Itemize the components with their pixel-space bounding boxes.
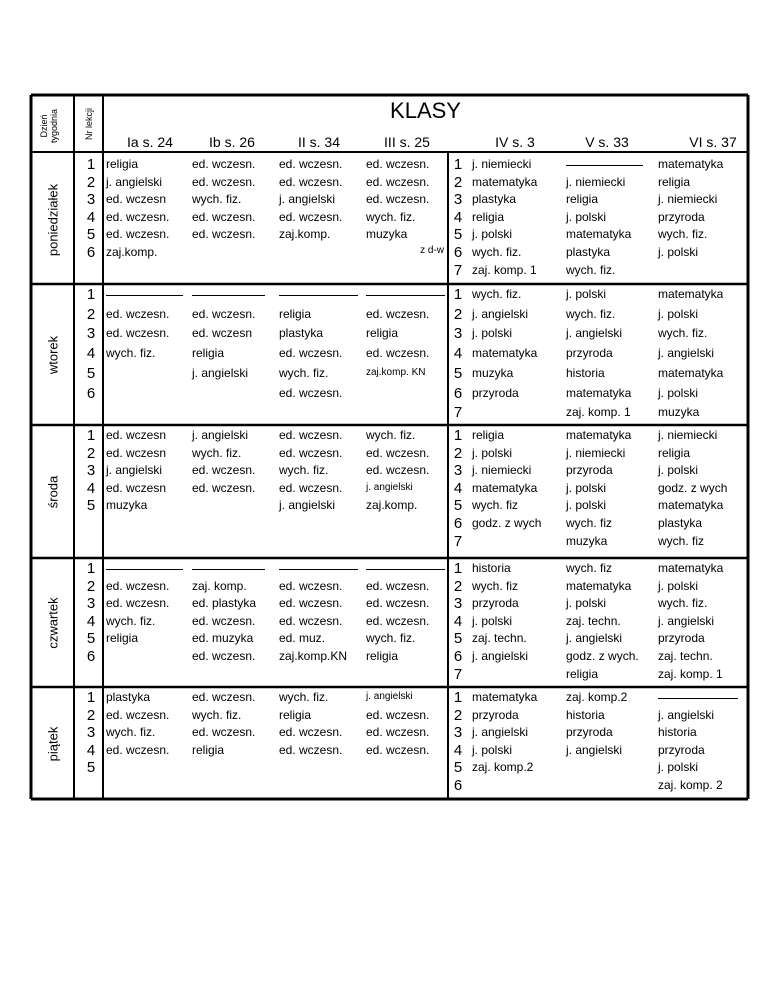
lesson-number: 2 [453, 173, 463, 191]
day-label: środa [45, 475, 61, 509]
lesson-cell: ed. wczesn. [192, 306, 256, 321]
lesson-cell: historia [566, 365, 605, 380]
lesson-cell: wych. fiz. [566, 306, 616, 321]
lesson-cell: religia [566, 192, 599, 207]
lesson-cell: muzyka [658, 405, 700, 420]
lesson-number: 5 [86, 630, 96, 648]
lesson-cell: j. angielski [658, 707, 715, 722]
lesson-cell: j. angielski [192, 428, 249, 442]
lesson-cell: wych. fiz. [658, 227, 708, 242]
lesson-cell: godz. z wych [658, 480, 728, 495]
lesson-number: 6 [453, 777, 463, 794]
lesson-cell: wych. fiz. [366, 209, 416, 224]
lesson-number: 5 [86, 497, 96, 515]
lesson-cell: wych. fiz. [192, 192, 242, 207]
lesson-cell: ed. wczesn. [366, 725, 430, 740]
day-label: wtorek [45, 335, 61, 375]
lesson-cell: j. niemiecki [658, 428, 718, 442]
lesson-number: 6 [453, 648, 463, 665]
empty-lesson-dash [279, 569, 358, 570]
lesson-number: 1 [86, 286, 96, 303]
lesson-cell: j. polski [566, 480, 607, 495]
lesson-number: 1 [86, 689, 96, 706]
lesson-cell: j. polski [472, 326, 513, 341]
lesson-cell: j. angielski [472, 725, 529, 740]
lesson-cell: zaj.komp.KN [279, 649, 348, 663]
lesson-cell: historia [658, 725, 697, 740]
lesson-cell: j. polski [566, 209, 607, 224]
lesson-cell: religia [366, 649, 399, 663]
lesson-cell: zaj.komp. [106, 245, 158, 259]
lesson-number: 2 [86, 305, 96, 323]
lesson-cell: ed. wczesn. [279, 742, 343, 757]
lesson-cell: wych. fiz. [192, 445, 242, 460]
lesson-cell: matematyka [658, 365, 724, 380]
lesson-cell: ed. wczesn. [366, 174, 430, 189]
class-header: V s. 33 [585, 134, 629, 150]
lesson-cell: j. angielski [106, 463, 163, 478]
lesson-cell: zaj. komp. 2 [658, 778, 723, 792]
lesson-cell: zaj. komp. [192, 578, 247, 593]
lesson-number: 6 [453, 515, 463, 532]
lesson-cell: plastyka [279, 326, 324, 341]
lesson-number: 1 [453, 560, 463, 577]
lesson-cell: ed. wczesn. [279, 385, 343, 400]
lesson-cell: religia [192, 742, 225, 757]
lesson-cell: ed. wczesn. [279, 209, 343, 224]
empty-lesson-dash [366, 295, 445, 296]
lesson-cell: matematyka [658, 157, 724, 171]
empty-lesson-dash [279, 295, 358, 296]
lesson-cell: ed. wczesn [106, 428, 167, 442]
lesson-cell: zaj.komp. [279, 227, 331, 242]
lesson-number: 1 [86, 156, 96, 173]
lesson-cell: wych. fiz. [279, 463, 329, 478]
lesson-cell: ed. wczesn. [106, 742, 170, 757]
lesson-cell: muzyka [106, 498, 148, 513]
lesson-cell: wych. fiz. [106, 613, 156, 628]
lesson-cell: ed. wczesn. [106, 326, 170, 341]
lesson-cell: zaj. komp. 1 [566, 405, 631, 420]
class-header: Ia s. 24 [127, 134, 173, 150]
lesson-number: 4 [453, 208, 463, 226]
empty-lesson-dash [192, 569, 265, 570]
lesson-cell: wych. fiz. [279, 365, 329, 380]
lesson-cell: religia [658, 174, 691, 189]
lesson-number: 3 [453, 191, 463, 209]
lesson-cell: przyroda [566, 463, 613, 478]
lesson-cell: j. polski [658, 306, 699, 321]
lesson-number: 4 [86, 741, 96, 759]
lesson-cell: j. polski [566, 287, 607, 301]
lesson-number: 4 [86, 479, 96, 497]
empty-lesson-dash [366, 569, 445, 570]
lesson-cell: j. angielski [658, 346, 715, 361]
lesson-number: 2 [453, 706, 463, 724]
lesson-number: 1 [86, 427, 96, 444]
lesson-cell: ed. wczesn. [279, 596, 343, 611]
lesson-cell: religia [658, 445, 691, 460]
lesson-cell: j. angielski [566, 742, 623, 757]
day-label: piątek [45, 726, 61, 761]
lesson-number: 7 [453, 532, 463, 550]
lesson-number: 1 [86, 560, 96, 577]
lesson-cell: przyroda [658, 631, 705, 646]
lesson-cell: wych. fiz. [472, 287, 522, 301]
lesson-cell: religia [279, 306, 312, 321]
lesson-number: 4 [453, 741, 463, 759]
lesson-cell: wych. fiz [472, 578, 519, 593]
lesson-cell: j. polski [658, 463, 699, 478]
lesson-cell: j. angielski [658, 613, 715, 628]
lesson-cell: matematyka [472, 174, 538, 189]
lesson-cell: ed. wczesn. [192, 649, 256, 663]
lesson-cell: ed. wczesn. [106, 596, 170, 611]
lesson-cell: godz. z wych. [566, 649, 639, 663]
class-header: VI s. 37 [689, 134, 737, 150]
lesson-number: 4 [86, 612, 96, 630]
lesson-cell: matematyka [658, 498, 724, 513]
lesson-cell: j. polski [472, 613, 513, 628]
lesson-cell: ed. wczesn. [279, 578, 343, 593]
lesson-number: 3 [86, 724, 96, 742]
lesson-cell: wych. fiz. [658, 596, 708, 611]
lesson-cell: matematyka [566, 227, 632, 242]
day-label: czwartek [45, 597, 61, 649]
lesson-cell: religia [279, 707, 312, 722]
lesson-cell: zaj.komp. KN [366, 366, 426, 378]
lesson-number: 2 [453, 444, 463, 462]
lesson-cell: muzyka [366, 227, 408, 242]
lesson-cell: plastyka [658, 516, 703, 530]
lesson-cell: ed. wczesn. [106, 578, 170, 593]
lesson-cell: ed. wczesn. [366, 346, 430, 361]
lesson-cell: zaj. komp.2 [472, 760, 534, 775]
lesson-cell: zaj. komp. 1 [658, 666, 723, 681]
lesson-cell: j. niemiecki [472, 463, 532, 478]
lesson-cell: wych. fiz [566, 516, 613, 530]
lesson-cell: zaj. komp.2 [566, 690, 628, 704]
lesson-number: 3 [453, 325, 463, 343]
lesson-number: 6 [453, 384, 463, 402]
lesson-cell: ed. wczesn. [192, 209, 256, 224]
lesson-cell: ed. wczesn. [279, 480, 343, 495]
lesson-cell: j. angielski [366, 691, 413, 702]
lesson-cell: wych. fiz. [106, 725, 156, 740]
lesson-cell: j. angielski [279, 192, 336, 207]
lesson-cell: ed. wczesn. [366, 742, 430, 757]
lesson-cell: zaj.komp. [366, 498, 418, 513]
class-header: IV s. 3 [495, 134, 535, 150]
lesson-cell: muzyka [566, 533, 608, 548]
lesson-number: 3 [86, 325, 96, 343]
lesson-cell: ed. wczesn. [106, 209, 170, 224]
lesson-cell: ed. wczesn. [279, 157, 343, 171]
lesson-cell: matematyka [566, 428, 632, 442]
lesson-cell: ed. wczesn. [279, 428, 343, 442]
lesson-cell: wych. fiz. [192, 707, 242, 722]
lesson-number: 6 [86, 648, 96, 665]
lesson-cell: j. polski [658, 245, 699, 259]
lesson-cell: ed. wczesn. [279, 445, 343, 460]
lesson-number: 1 [453, 427, 463, 444]
empty-lesson-dash [106, 569, 183, 570]
lesson-cell: ed. wczesn. [366, 613, 430, 628]
empty-lesson-dash [106, 295, 183, 296]
lesson-header-label: Nr lekcji [84, 107, 94, 141]
lesson-number: 5 [86, 759, 96, 777]
lesson-cell: ed. wczesn. [366, 707, 430, 722]
lesson-cell: ed. wczesn. [366, 157, 430, 171]
lesson-cell: zaj. techn. [566, 613, 621, 628]
lesson-number: 1 [453, 156, 463, 173]
lesson-cell: ed. wczesn [192, 326, 253, 341]
lesson-cell: religia [472, 209, 505, 224]
lesson-cell: przyroda [472, 707, 519, 722]
lesson-cell: przyroda [658, 209, 705, 224]
day-label: poniedziałek [45, 183, 61, 256]
lesson-number: 2 [86, 173, 96, 191]
lesson-number: 2 [86, 706, 96, 724]
lesson-cell: wych. fiz [658, 533, 705, 548]
lesson-cell: zaj. techn. [658, 649, 713, 663]
note-label: z d-w [420, 245, 444, 256]
lesson-cell: j. polski [472, 742, 513, 757]
lesson-cell: matematyka [658, 561, 724, 575]
lesson-number: 7 [453, 665, 463, 683]
lesson-cell: ed. muz. [279, 631, 326, 646]
lesson-cell: j. polski [658, 385, 699, 400]
lesson-number: 1 [453, 286, 463, 303]
lesson-cell: przyroda [566, 346, 613, 361]
lesson-number: 5 [453, 364, 463, 382]
lesson-number: 3 [86, 595, 96, 613]
lesson-cell: j. angielski [472, 306, 529, 321]
lesson-number: 6 [86, 384, 96, 402]
lesson-number: 5 [453, 497, 463, 515]
lesson-cell: przyroda [566, 725, 613, 740]
timetable-title: KLASY [390, 98, 461, 123]
lesson-cell: matematyka [472, 480, 538, 495]
day-header-label: Dzień tygodnia [39, 108, 59, 144]
lesson-cell: religia [106, 157, 139, 171]
lesson-cell: ed. wczesn. [366, 463, 430, 478]
lesson-cell: ed. wczesn. [192, 174, 256, 189]
lesson-number: 7 [453, 261, 463, 279]
lesson-number: 5 [86, 364, 96, 382]
lesson-cell: j. niemiecki [472, 157, 532, 171]
lesson-cell: matematyka [472, 690, 538, 704]
lesson-number: 7 [453, 404, 463, 422]
lesson-number: 5 [453, 226, 463, 244]
lesson-number: 3 [86, 462, 96, 480]
lesson-number: 3 [453, 595, 463, 613]
empty-lesson-dash [566, 165, 643, 166]
lesson-cell: ed. wczesn. [366, 306, 430, 321]
lesson-cell: ed. wczesn. [366, 445, 430, 460]
lesson-cell: wych. fiz [566, 561, 613, 575]
lesson-cell: ed. wczesn. [192, 227, 256, 242]
lesson-number: 4 [453, 479, 463, 497]
lesson-cell: ed. plastyka [192, 596, 257, 611]
lesson-cell: wych. fiz. [106, 346, 156, 361]
lesson-cell: plastyka [472, 192, 517, 207]
lesson-number: 3 [453, 724, 463, 742]
lesson-cell: ed. wczesn. [279, 346, 343, 361]
lesson-cell: przyroda [472, 596, 519, 611]
lesson-cell: j. polski [472, 227, 513, 242]
lesson-cell: ed. wczesn. [192, 463, 256, 478]
lesson-cell: j. niemiecki [566, 174, 626, 189]
lesson-cell: j. polski [658, 760, 699, 775]
lesson-cell: ed. wczesn. [192, 613, 256, 628]
lesson-cell: matematyka [566, 578, 632, 593]
lesson-cell: ed. wczesn. [279, 725, 343, 740]
lesson-cell: j. angielski [566, 631, 623, 646]
lesson-cell: wych. fiz. [566, 262, 616, 277]
lesson-cell: matematyka [658, 287, 724, 301]
lesson-number: 3 [453, 462, 463, 480]
lesson-cell: ed. wczesn. [192, 157, 256, 171]
lesson-cell: ed. wczesn [106, 445, 167, 460]
lesson-cell: j. polski [658, 578, 699, 593]
lesson-number: 4 [453, 345, 463, 363]
lesson-cell: wych. fiz [472, 498, 519, 513]
lesson-number: 3 [86, 191, 96, 209]
lesson-cell: religia [472, 428, 505, 442]
lesson-number: 6 [86, 244, 96, 261]
lesson-number: 2 [453, 577, 463, 595]
lesson-cell: matematyka [566, 385, 632, 400]
lesson-cell: ed. wczesn [106, 480, 167, 495]
lesson-cell: ed. wczesn. [192, 725, 256, 740]
lesson-number: 2 [453, 305, 463, 323]
lesson-cell: ed. wczesn. [366, 596, 430, 611]
lesson-cell: historia [472, 561, 511, 575]
lesson-cell: j. niemiecki [658, 192, 718, 207]
lesson-cell: ed. wczesn. [279, 613, 343, 628]
lesson-cell: religia [566, 666, 599, 681]
lesson-cell: ed. wczesn. [279, 174, 343, 189]
lesson-number: 4 [86, 208, 96, 226]
lesson-cell: j. polski [566, 498, 607, 513]
class-header: III s. 25 [384, 134, 430, 150]
lesson-cell: ed. wczesn. [106, 306, 170, 321]
lesson-cell: j. angielski [566, 326, 623, 341]
lesson-cell: godz. z wych [472, 516, 542, 530]
lesson-cell: j. niemiecki [566, 445, 626, 460]
lesson-number: 6 [453, 244, 463, 261]
lesson-number: 2 [86, 444, 96, 462]
lesson-cell: wych. fiz. [366, 428, 416, 442]
lesson-number: 5 [86, 226, 96, 244]
lesson-cell: wych. fiz. [366, 631, 416, 646]
lesson-cell: j. angielski [106, 174, 163, 189]
lesson-cell: wych. fiz. [472, 245, 522, 259]
lesson-number: 4 [86, 345, 96, 363]
lesson-cell: wych. fiz. [279, 690, 329, 704]
lesson-cell: ed. wczesn. [366, 192, 430, 207]
lesson-cell: religia [192, 346, 225, 361]
lesson-cell: j. polski [472, 445, 513, 460]
lesson-cell: religia [106, 631, 139, 646]
lesson-cell: j. angielski [472, 649, 529, 663]
lesson-cell: przyroda [472, 385, 519, 400]
lesson-cell: plastyka [106, 690, 151, 704]
lesson-cell: matematyka [472, 346, 538, 361]
lesson-cell: ed. wczesn [106, 192, 167, 207]
lesson-cell: ed. wczesn. [106, 227, 170, 242]
lesson-cell: j. angielski [279, 498, 336, 513]
empty-lesson-dash [658, 698, 738, 699]
lesson-cell: ed. wczesn. [106, 707, 170, 722]
lesson-cell: historia [566, 707, 605, 722]
lesson-cell: zaj. techn. [472, 631, 527, 646]
lesson-cell: j. polski [566, 596, 607, 611]
lesson-cell: plastyka [566, 245, 611, 259]
lesson-cell: ed. muzyka [192, 631, 254, 646]
empty-lesson-dash [192, 295, 265, 296]
lesson-number: 1 [453, 689, 463, 706]
lesson-number: 4 [453, 612, 463, 630]
lesson-cell: ed. wczesn. [192, 690, 256, 704]
lesson-number: 5 [453, 759, 463, 777]
lesson-cell: przyroda [658, 742, 705, 757]
lesson-cell: j. angielski [192, 365, 249, 380]
lesson-cell: zaj. komp. 1 [472, 262, 537, 277]
lesson-cell: ed. wczesn. [192, 480, 256, 495]
class-header: Ib s. 26 [209, 134, 255, 150]
lesson-cell: muzyka [472, 365, 514, 380]
lesson-number: 5 [453, 630, 463, 648]
lesson-cell: j. angielski [366, 481, 413, 493]
lesson-cell: wych. fiz. [658, 326, 708, 341]
lesson-number: 2 [86, 577, 96, 595]
lesson-cell: ed. wczesn. [366, 578, 430, 593]
class-header: II s. 34 [297, 134, 341, 150]
lesson-cell: religia [366, 326, 399, 341]
